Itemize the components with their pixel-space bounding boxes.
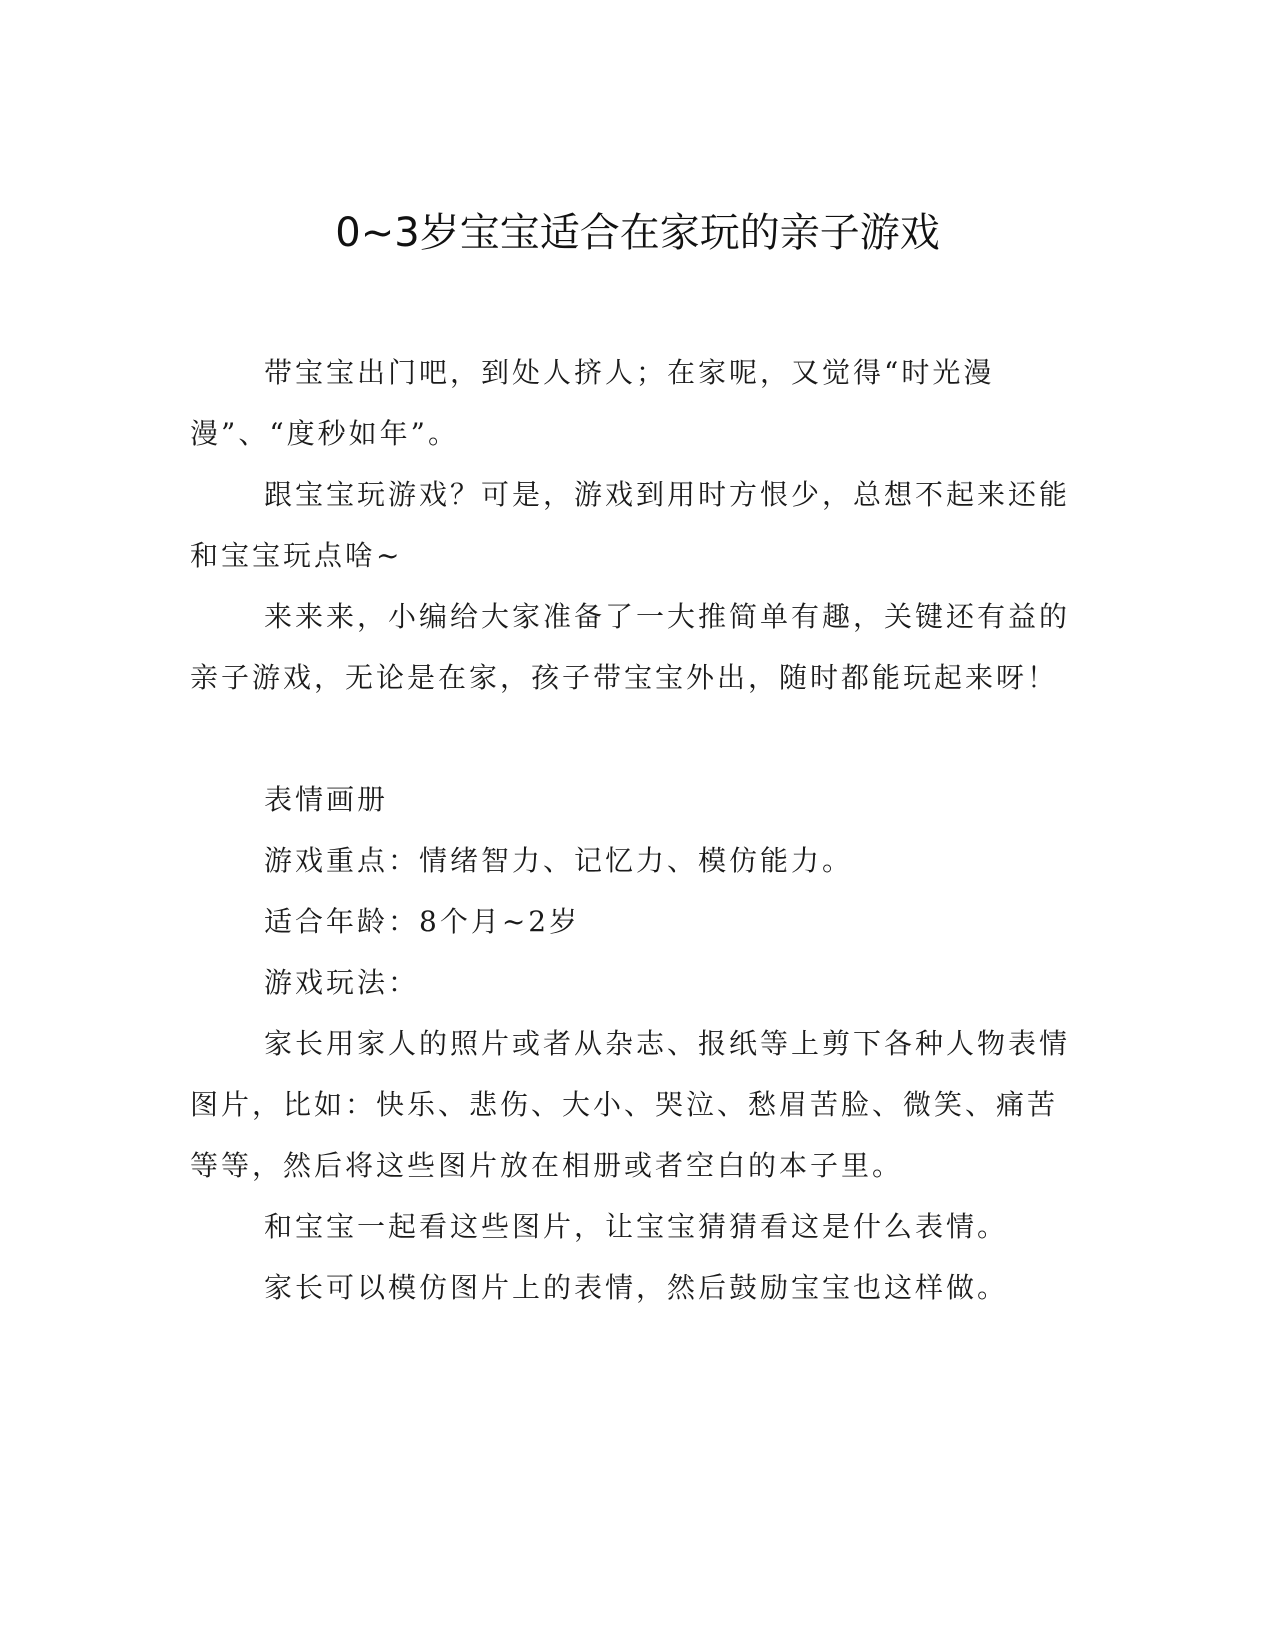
section-heading: 表情画册 — [264, 783, 389, 816]
how-to-play-step-1: 家长用家人的照片或者从杂志、报纸等上剪下各种人物表情图片，比如：快乐、悲伤、大小、哭泣、愁眉苦脸、微笑、痛苦等等，然后将这些图片放在相册或者空白的本子里。 — [190, 1027, 1071, 1182]
paragraph-intro-2: 跟宝宝玩游戏？可是，游戏到用时方恨少，总想不起来还能和宝宝玩点啥~ — [190, 478, 1071, 572]
how-to-play-label: 游戏玩法： — [264, 966, 420, 999]
how-to-play-step-3: 家长可以模仿图片上的表情，然后鼓励宝宝也这样做。 — [264, 1271, 1009, 1304]
game-focus: 游戏重点：情绪智力、记忆力、模仿能力。 — [264, 844, 854, 877]
paragraph-intro-3: 来来来，小编给大家准备了一大推简单有趣，关键还有益的亲子游戏，无论是在家，孩子带宝宝外出，随时都能玩起来呀！ — [190, 600, 1071, 694]
suitable-age: 适合年龄：8个月~2岁 — [264, 905, 581, 938]
document-title: 0~3岁宝宝适合在家玩的亲子游戏 — [335, 210, 940, 256]
document-body — [190, 342, 1085, 1318]
paragraph-intro-1: 带宝宝出门吧，到处人挤人；在家呢，又觉得“时光漫漫”、“度秒如年”。 — [190, 356, 995, 450]
how-to-play-step-2: 和宝宝一起看这些图片，让宝宝猜猜看这是什么表情。 — [264, 1210, 1009, 1243]
